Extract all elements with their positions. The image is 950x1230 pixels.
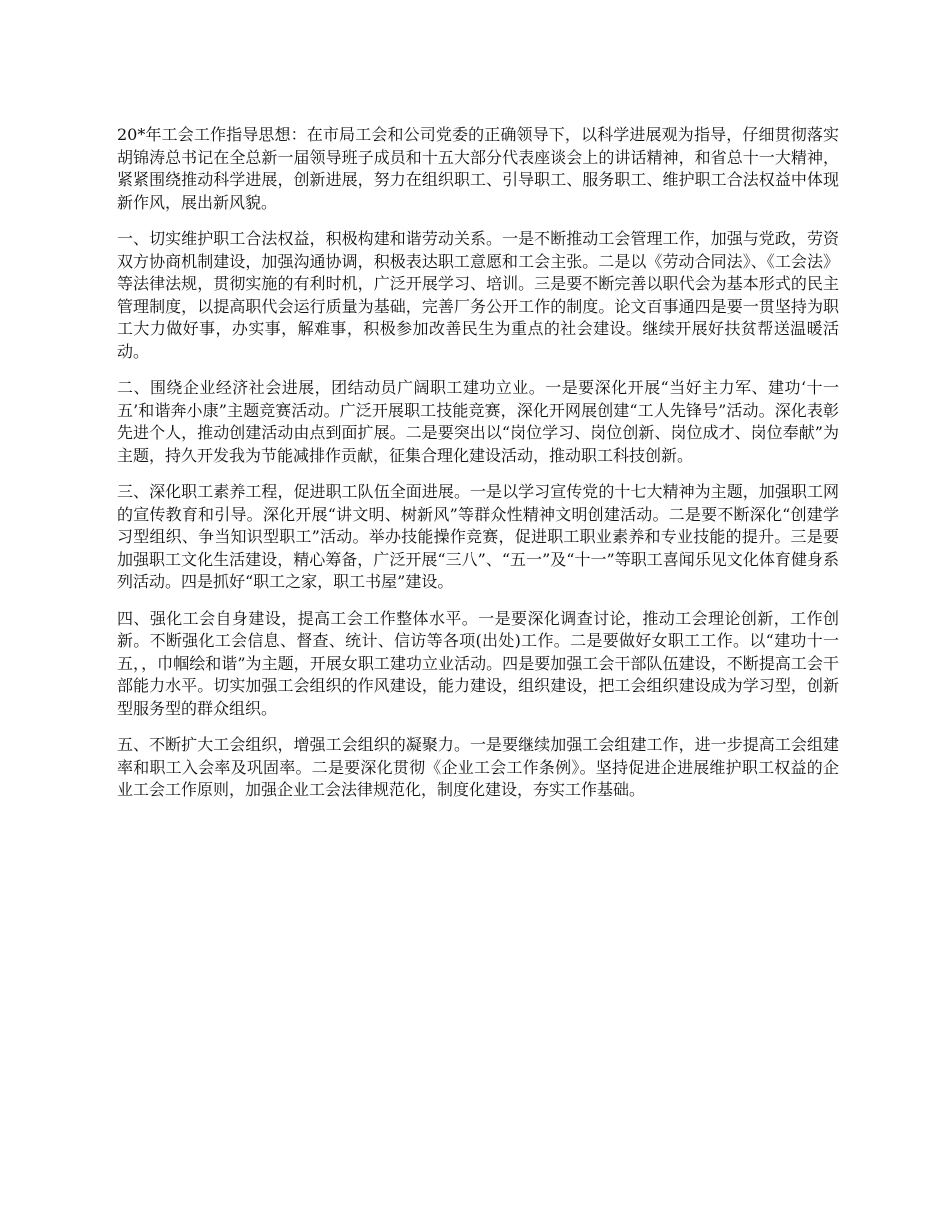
paragraph-section-2: 二、围绕企业经济社会进展，团结动员广阔职工建功立业。一是要深化开展“当好主力军、建功‘十一五’和谐奔小康”主题竞赛活动。广泛开展职工技能竞赛，深化开网展创建“工人先锋号”活动。深化表彰先进个人，推动创建活动由点到面扩展。二是要突出以“岗位学习、岗位创新、岗位成才、岗位奉献”为主题，持久开发我为节能减排作贡献，征集合理化建设活动，推动职工科技创新。 (117, 378, 839, 465)
paragraph-section-4: 四、强化工会自身建设，提高工会工作整体水平。一是要深化调查讨论，推动工会理论创新，工作创新。不断强化工会信息、督查、统计、信访等各项(出处)工作。二是要做好女职工工作。以“建功十一五，，巾帼绘和谐”为主题，开展女职工建功立业活动。四是要加强工会干部队伍建设，不断提高工会干部能力水平。切实加强工会组织的作风建设，能力建设，组织建设，把工会组织建设成为学习型，创新型服务型的群众组织。 (117, 608, 839, 718)
paragraph-guiding-thought: 20*年工会工作指导思想：在市局工会和公司党委的正确领导下，以科学进展观为指导，仔细贯彻落实胡锦涛总书记在全总新一届领导班子成员和十五大部分代表座谈会上的讲话精神，和省总十一大精神，紧紧围绕推动科学进展，创新进展，努力在组织职工、引导职工、服务职工、维护职工合法权益中体现新作风，展出新风貌。 (117, 125, 839, 212)
paragraph-section-3: 三、深化职工素养工程，促进职工队伍全面进展。一是以学习宣传党的十七大精神为主题，加强职工网的宣传教育和引导。深化开展“讲文明、树新风”等群众性精神文明创建活动。二是要不断深化“创建学习型组织、争当知识型职工”活动。举办技能操作竞赛，促进职工职业素养和专业技能的提升。三是要加强职工文化生活建设，精心筹备，广泛开展“三八”、“五一”及“十一”等职工喜闻乐见文化体育健身系列活动。四是抓好“职工之家，职工书屋”建设。 (117, 482, 839, 591)
document-body (117, 124, 839, 816)
paragraph-section-1: 一、切实维护职工合法权益，积极构建和谐劳动关系。一是不断推动工会管理工作，加强与党政，劳资双方协商机制建设，加强沟通协调，积极表达职工意愿和工会主张。二是以《劳动合同法》、《工会法》等法律法规，贯彻实施的有利时机，广泛开展学习、培训。三是要不断完善以职代会为基本形式的民主管理制度，以提高职代会运行质量为基础，完善厂务公开工作的制度。论文百事通四是要一贯坚持为职工大力做好事，办实事，解难事，积极参加改善民生为重点的社会建设。继续开展好扶贫帮送温暖活动。 (117, 229, 839, 361)
paragraph-section-5: 五、不断扩大工会组织，增强工会组织的凝聚力。一是要继续加强工会组建工作，进一步提高工会组建率和职工入会率及巩固率。二是要深化贯彻《企业工会工作条例》。坚持促进企进展维护职工权益的企业工会工作原则，加强企业工会法律规范化，制度化建设，夯实工作基础。 (117, 735, 839, 799)
